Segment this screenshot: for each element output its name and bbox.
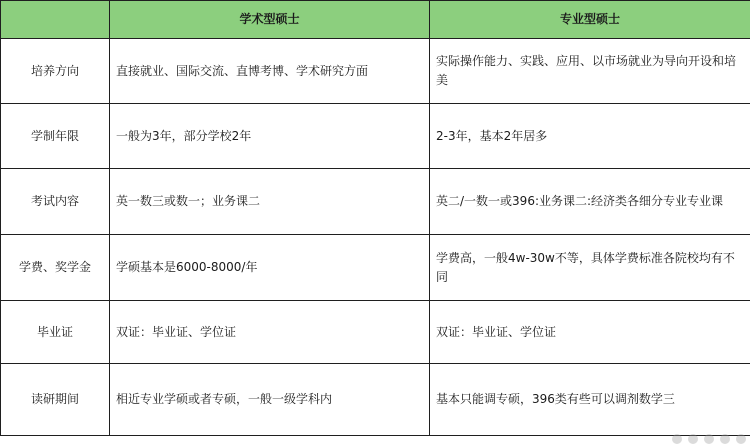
academic-cell: 相近专业学硕或者专硕，一般一级学科内 (110, 364, 430, 436)
row-label-tuition-scholarship: 学费、奖学金 (1, 235, 110, 301)
row-label-duration: 学制年限 (1, 104, 110, 169)
watermark-dot-icon (688, 434, 698, 444)
professional-cell: 英二/一数一或396:业务课二:经济类各细分专业专业课 (430, 169, 750, 235)
table-row (1, 235, 750, 301)
table-row (1, 169, 750, 235)
academic-cell: 英一数三或数一；业务课二 (110, 169, 430, 235)
table-header-row (1, 1, 750, 39)
row-label-exam-content: 考试内容 (1, 169, 110, 235)
header-academic-master: 学术型硕士 (110, 1, 430, 39)
academic-cell: 一般为3年，部分学校2年 (110, 104, 430, 169)
watermark-dot-icon (672, 434, 682, 444)
academic-cell: 直接就业、国际交流、直博考博、学术研究方面 (110, 39, 430, 104)
row-label-training-direction: 培养方向 (1, 39, 110, 104)
professional-cell: 2-3年，基本2年居多 (430, 104, 750, 169)
header-corner (1, 1, 110, 39)
professional-cell: 实际操作能力、实践、应用、以市场就业为导向开设和培美 (430, 39, 750, 104)
academic-cell: 学硕基本是6000-8000/年 (110, 235, 430, 301)
table-row (1, 39, 750, 104)
professional-cell: 基本只能调专硕，396类有些可以调剂数学三 (430, 364, 750, 436)
table-row (1, 301, 750, 364)
academic-cell: 双证：毕业证、学位证 (110, 301, 430, 364)
professional-cell: 学费高，一般4w-30w不等，具体学费标准各院校均有不同 (430, 235, 750, 301)
watermark-dot-icon (704, 434, 714, 444)
table-row (1, 104, 750, 169)
header-professional-master: 专业型硕士 (430, 1, 750, 39)
watermark-dot-icon (720, 434, 730, 444)
professional-cell: 双证：毕业证、学位证 (430, 301, 750, 364)
table-row (1, 364, 750, 436)
row-label-study-period: 读研期间 (1, 364, 110, 436)
watermark-dot-icon (736, 434, 746, 444)
watermark-dots (606, 432, 746, 446)
row-label-diploma: 毕业证 (1, 301, 110, 364)
